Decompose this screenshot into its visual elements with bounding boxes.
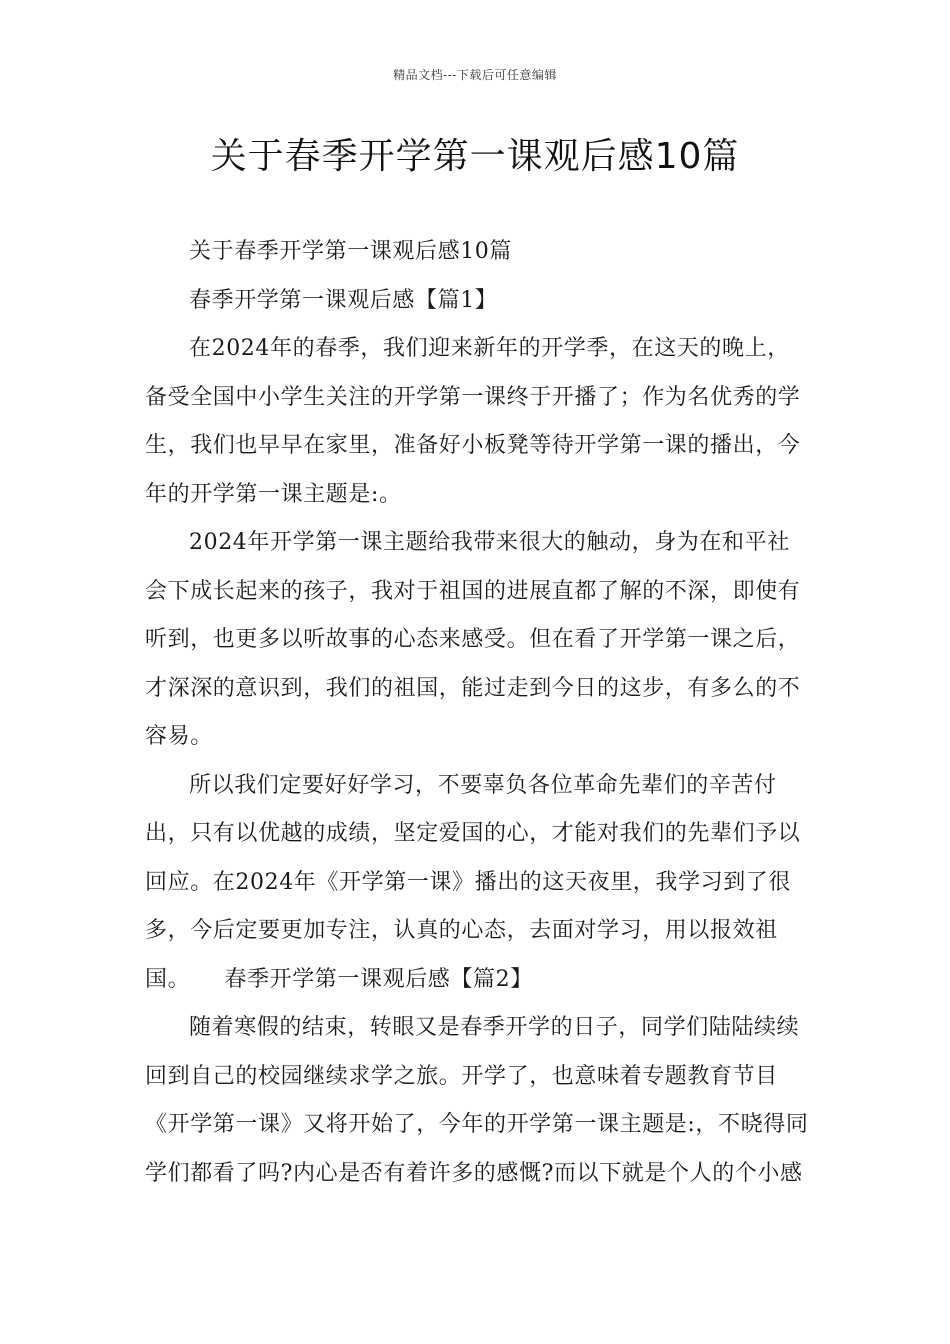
paragraph: 2024年开学第一课主题给我带来很大的触动，身为在和平社会下成长起来的孩子，我对于祖国的进展直都了解的不深，即使有听到，也更多以听故事的心态来感受。但在看了开学第一课之后，才深深的意识到，我们的祖国，能过走到今日的这步，有多么的不容易。 xyxy=(145,530,801,749)
paragraph: 春季开学第一课观后感【篇1】 xyxy=(189,287,498,313)
paragraph: 关于春季开学第一课观后感10篇 xyxy=(189,239,512,264)
paragraph: 所以我们定要好好学习，不要辜负各位革命先辈们的辛苦付出，只有以优越的成绩，坚定爱国的心，才能对我们的先辈们予以回应。在2024年《开学第一课》播出的这天夜里，我学习到了很多，今后定要更加专注，认真的心态，去面对学习，用以报效祖国。 春季开学第一课观后感【篇2】 xyxy=(145,772,801,992)
header-note: 精品文档---下载后可任意编辑 xyxy=(393,68,557,82)
document-title: 关于春季开学第一课观后感10篇 xyxy=(210,136,740,177)
paragraph: 在2024年的春季，我们迎来新年的开学季，在这天的晚上，备受全国中小学生关注的开学第一课终于开播了；作为名优秀的学生，我们也早早在家里，准备好小板凳等待开学第一课的播出，今年的开学第一课主题是:。 xyxy=(145,336,801,507)
paragraph: 随着寒假的结束，转眼又是春季开学的日子，同学们陆陆续续回到自己的校园继续求学之旅。开学了，也意味着专题教育节目《开学第一课》又将开始了，今年的开学第一课主题是:，不晓得同学们都看了吗?内心是否有着许多的感慨?而以下就是个人的个小感 xyxy=(145,1015,809,1186)
document-body xyxy=(145,228,810,1198)
